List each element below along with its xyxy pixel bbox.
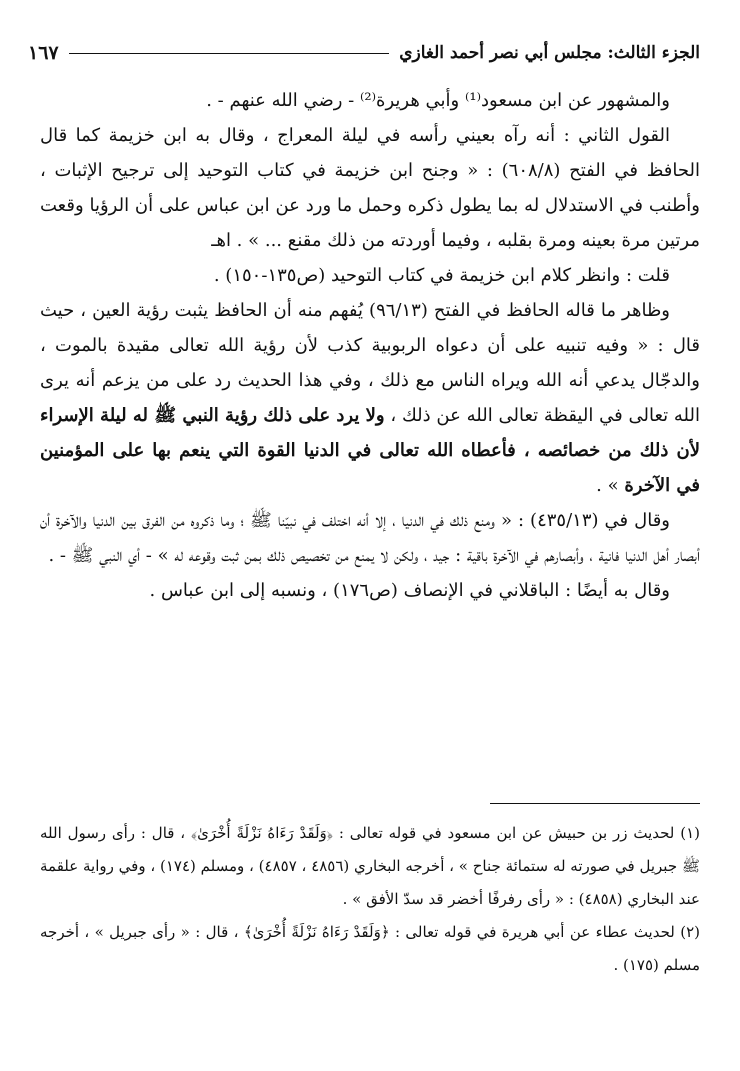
paragraph-fath-435: وقال في (٤٣٥/١٣) : « ومنع ذلك في الدنيا ، إلا أنه اختلف في نبيّنا ﷺ ؛ وما ذكروه من الفرق بين الدنيا والآخرة أن أبصار أهل الدنيا فانية ، وأبصارهم في الآخرة باقية : جيد ، ولكن لا يمنع من تخصيص ذلك بمن ثبت وقوعه له » - أي النبي ﷺ - .	[40, 510, 700, 566]
main-text	[40, 83, 700, 608]
page-number: ١٦٧	[28, 42, 59, 64]
paragraph-second-opinion: القول الثاني : أنه رآه بعيني رأسه في ليلة المعراج ، وقال به ابن خزيمة كما قال الحافظ في الفتح (٦٠٨/٨) : « وجنح ابن خزيمة في كتاب التوحيد إلى ترجيح الإثبات ، وأطنب في الاستدلال له بما يطول ذكره وحمل ما ورد عن ابن عباس على أن الرؤيا وقعت مرتين مرة بعينه ومرة بقلبه ، وفيما أوردته من ذلك مقنع ... » . اهـ	[40, 125, 700, 251]
paragraph-narrators: والمشهور عن ابن مسعود⁽¹⁾ وأبي هريرة⁽²⁾ - رضي الله عنهم - .	[206, 90, 670, 111]
fath-quote-tail: » .	[596, 475, 625, 496]
running-header-title: الجزء الثالث: مجلس أبي نصر أحمد الغازي	[399, 43, 700, 63]
paragraph-ibn-khuzaymah-ref: قلت : وانظر كلام ابن خزيمة في كتاب التوحيد (ص١٣٥-١٥٠) .	[213, 265, 670, 286]
paragraph-fath-quote	[40, 293, 700, 503]
footnote-separator	[490, 803, 700, 804]
running-header	[28, 38, 700, 68]
fath-quote-text: وظاهر ما قاله الحافظ في الفتح (٩٦/١٣) يُفهم منه أن الحافظ يثبت رؤية العين ، حيث قال : « وفيه تنبيه على أن دعواه الربوبية كذب لأن رؤية الله تعالى مقيدة بالموت ، والدجّال يدعي أنه الله ويراه الناس مع ذلك ، وفي هذا الحديث رد على من يزعم أنه يرى الله تعالى في اليقظة تعالى الله عن ذلك ،	[40, 300, 700, 426]
header-rule	[69, 53, 390, 54]
footnote-1: (١) لحديث زر بن حبيش عن ابن مسعود في قوله تعالى : ﴿وَلَقَدْ رَءَاهُ نَزْلَةً أُخْرَىٰ﴾ ، قال : رأى رسول الله ﷺ جبريل في صورته له ستمائة جناح » ، أخرجه البخاري (٤٨٥٦ ، ٤٨٥٧) ، ومسلم (١٧٤) ، وفي رواية علقمة عند البخاري (٤٨٥٨) : « رأى رفرفًا أخضر قد سدّ الأفق » .	[40, 824, 701, 908]
paragraph-baqillani: وقال به أيضًا : الباقلاني في الإنصاف (ص١٧٦) ، ونسبه إلى ابن عباس .	[149, 580, 670, 601]
fath-quote-bold: ولا يرد على ذلك رؤية النبي ﷺ له ليلة الإسراء لأن ذلك من خصائصه ، فأعطاه الله تعالى في الدنيا القوة التي ينعم بها على المؤمنين في الآخرة	[40, 405, 700, 496]
footnotes	[40, 817, 700, 982]
footnote-2: (٢) لحديث عطاء عن أبي هريرة في قوله تعالى : ﴿وَلَقَدْ رَءَاهُ نَزْلَةً أُخْرَىٰ﴾ ، قال : « رأى جبريل » ، أخرجه مسلم (١٧٥) .	[40, 923, 700, 974]
